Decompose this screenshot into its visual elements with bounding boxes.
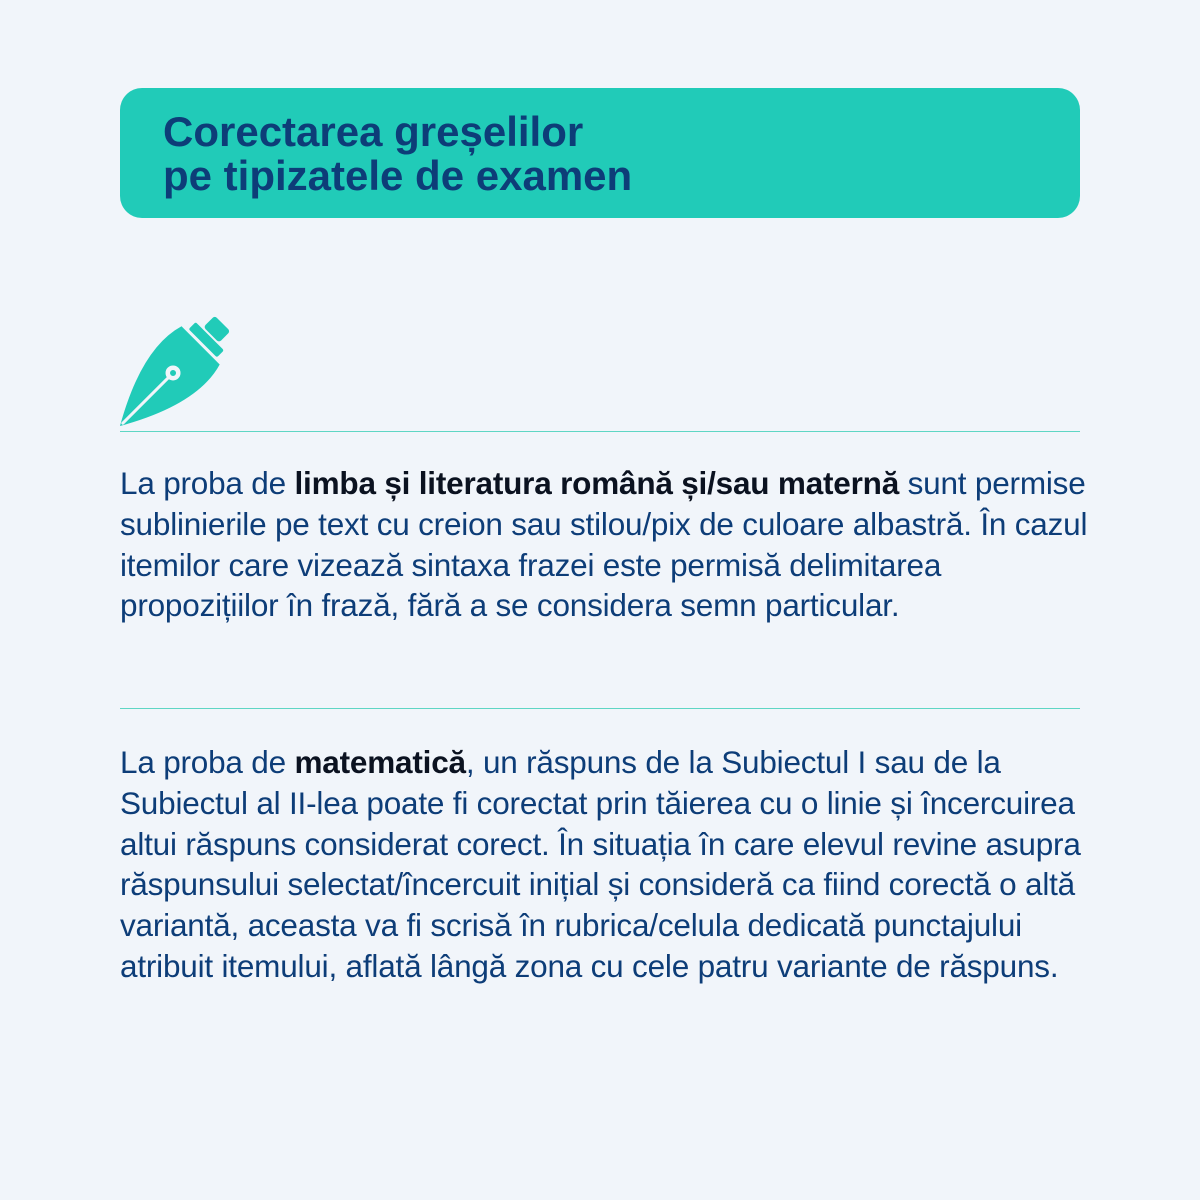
romana-paragraph <box>120 463 1100 626</box>
romana-subject: limba și literatura română și/sau maternă <box>294 465 900 501</box>
title-banner <box>120 88 1080 218</box>
fountain-pen-icon <box>116 290 256 430</box>
page-title-line-1: Corectarea greșelilor <box>163 108 584 155</box>
romana-body: sunt permise sublinierile pe text cu creion sau stilou/pix de culoare albastră. În cazul itemilor care vizează sintaxa frazei este permisă delimitarea propozițiilor în frază, fără a se considera semn particular. <box>120 465 1088 624</box>
matematica-subject: matematică <box>294 744 466 780</box>
divider <box>120 431 1080 432</box>
divider <box>120 708 1080 709</box>
matematica-intro: La proba de <box>120 744 295 780</box>
matematica-body: , un răspuns de la Subiectul I sau de la Subiectul al II-lea poate fi corectat prin tăierea cu o linie și încercuirea altui răspuns considerat corect. În situația în care elevul revine asupra răspunsului selectat/încercuit inițial și consideră ca fiind corectă o altă variantă, aceasta va fi scrisă în rubrica/celula dedicată punctajului atribuit itemului, aflată lângă zona cu cele patru variante de răspuns. <box>120 744 1081 984</box>
matematica-paragraph <box>120 742 1100 987</box>
romana-intro: La proba de <box>120 465 295 501</box>
page-title-line-2: pe tipizatele de examen <box>163 152 633 199</box>
